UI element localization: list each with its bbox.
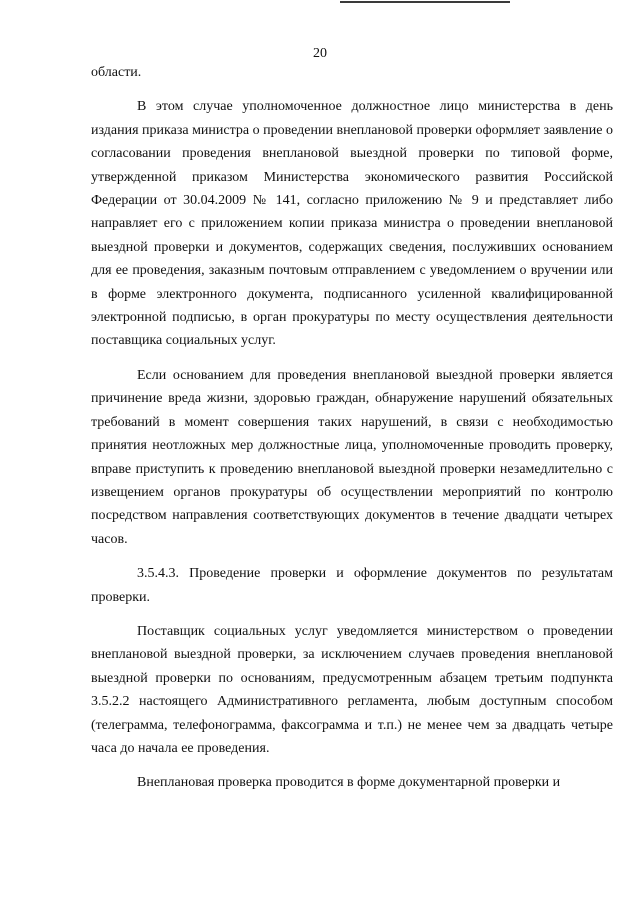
- document-body: [91, 61, 613, 795]
- paragraph-section-3-5-4-3: 3.5.4.3. Проведение проверки и оформление документов по результатам проверки.: [91, 566, 613, 605]
- paragraph-continuation: области.: [91, 65, 142, 80]
- paragraph-inspection-form: Внеплановая проверка проводится в форме документарной проверки и: [137, 775, 561, 791]
- page-number: 20: [313, 46, 327, 61]
- paragraph-supplier-notification: Поставщик социальных услуг уведомляется министерством о проведении внеплановой выездной проверки, за исключением случаев проведения внеплановой выездной проверки по основаниям, предусмотренным абзацем третьим подпункта 3.5.2.2 настоящего Административного регламента, любым доступным способом (телеграмма, телефонограмма, факсограмма и т.п.) не менее чем за двадцать четыре часа до начала ее проведения.: [91, 623, 613, 756]
- paragraph-urgent-inspection: Если основанием для проведения внеплановой выездной проверки является причинение вреда жизни, здоровью граждан, обнаружение нарушений обязательных требований в момент совершения таких нарушений, в связи с необходимостью принятия неотложных мер должностные лица, уполномоченные проводить проверку, вправе приступить к проведению внеплановой выездной проверки незамедлительно с извещением органов прокуратуры об осуществлении мероприятий по контролю посредством направления соответствующих документов в течение двадцати четырех часов.: [91, 367, 613, 547]
- top-edge-mark: [340, 1, 510, 3]
- paragraph-approval-request: В этом случае уполномоченное должностное лицо министерства в день издания приказа министра о проведении внеплановой проверки оформляет заявление о согласовании проведения внеплановой выездной проверки по типовой форме, утвержденной приказом Министерства экономического развития Российской Федерации от 30.04.2009 № 141, согласно приложению № 9 и представляет либо направляет его с приложением копии приказа министра о проведении внеплановой выездной проверки и документов, содержащих сведения, послуживших основанием для ее проведения, заказным почтовым отправлением с уведомлением о вручении или в форме электронного документа, подписанного усиленной квалифицированной электронной подписью, в орган прокуратуры по месту осуществления деятельности поставщика социальных услуг.: [91, 99, 613, 349]
